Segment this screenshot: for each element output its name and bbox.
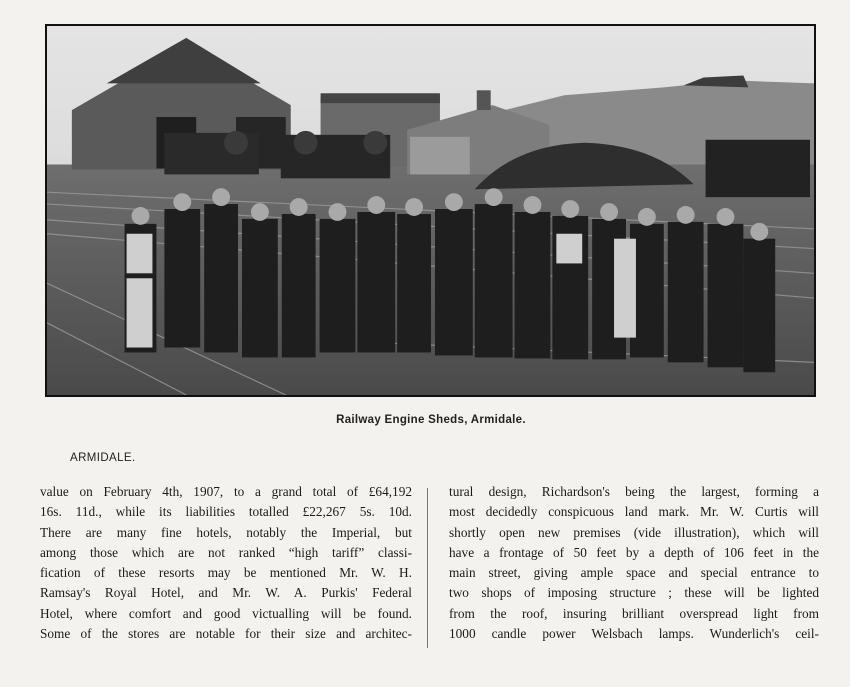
left-text-column: [40, 482, 412, 644]
text-line: shortly open new premises (vide illustration), which will: [449, 524, 819, 540]
column-divider: [427, 488, 428, 648]
photograph-image: [47, 26, 814, 395]
text-line: Some of the stores are notable for their size and architec-: [40, 626, 412, 642]
photo-caption: Railway Engine Sheds, Armidale.: [336, 414, 526, 426]
right-text-column: [449, 482, 819, 644]
text-line: value on February 4th, 1907, to a grand total of £64,192: [40, 484, 412, 499]
text-line: two shops of imposing structure ; these will be lighted: [449, 585, 819, 601]
text-line: 1000 candle power Welsbach lamps. Wunderlich's ceil-: [449, 626, 819, 642]
text-line: most decidedly conspicuous land mark. Mr. W. Curtis will: [449, 504, 819, 520]
text-line: fication of these resorts may be mentioned Mr. W. H.: [40, 565, 412, 581]
text-line: 16s. 11d., while its liabilities totalled £22,267 5s. 10d.: [40, 504, 412, 520]
text-line: have a frontage of 50 feet by a depth of 106 feet in the: [449, 544, 819, 560]
section-heading: ARMIDALE.: [70, 452, 136, 464]
text-line: tural design, Richardson's being the largest, forming a: [449, 484, 819, 499]
text-line: There are many fine hotels, notably the Imperial, but: [40, 524, 412, 540]
text-line: among those which are not ranked “high tariff” classi-: [40, 544, 412, 560]
text-line: main street, giving ample space and special entrance to: [449, 565, 819, 581]
railway-engine-sheds-photograph: [45, 24, 816, 397]
text-line: from the roof, insuring brilliant overspread light from: [449, 605, 819, 621]
text-line: Hotel, where comfort and good victualling will be found.: [40, 605, 412, 621]
text-line: Ramsay's Royal Hotel, and Mr. W. A. Purkis' Federal: [40, 585, 412, 601]
